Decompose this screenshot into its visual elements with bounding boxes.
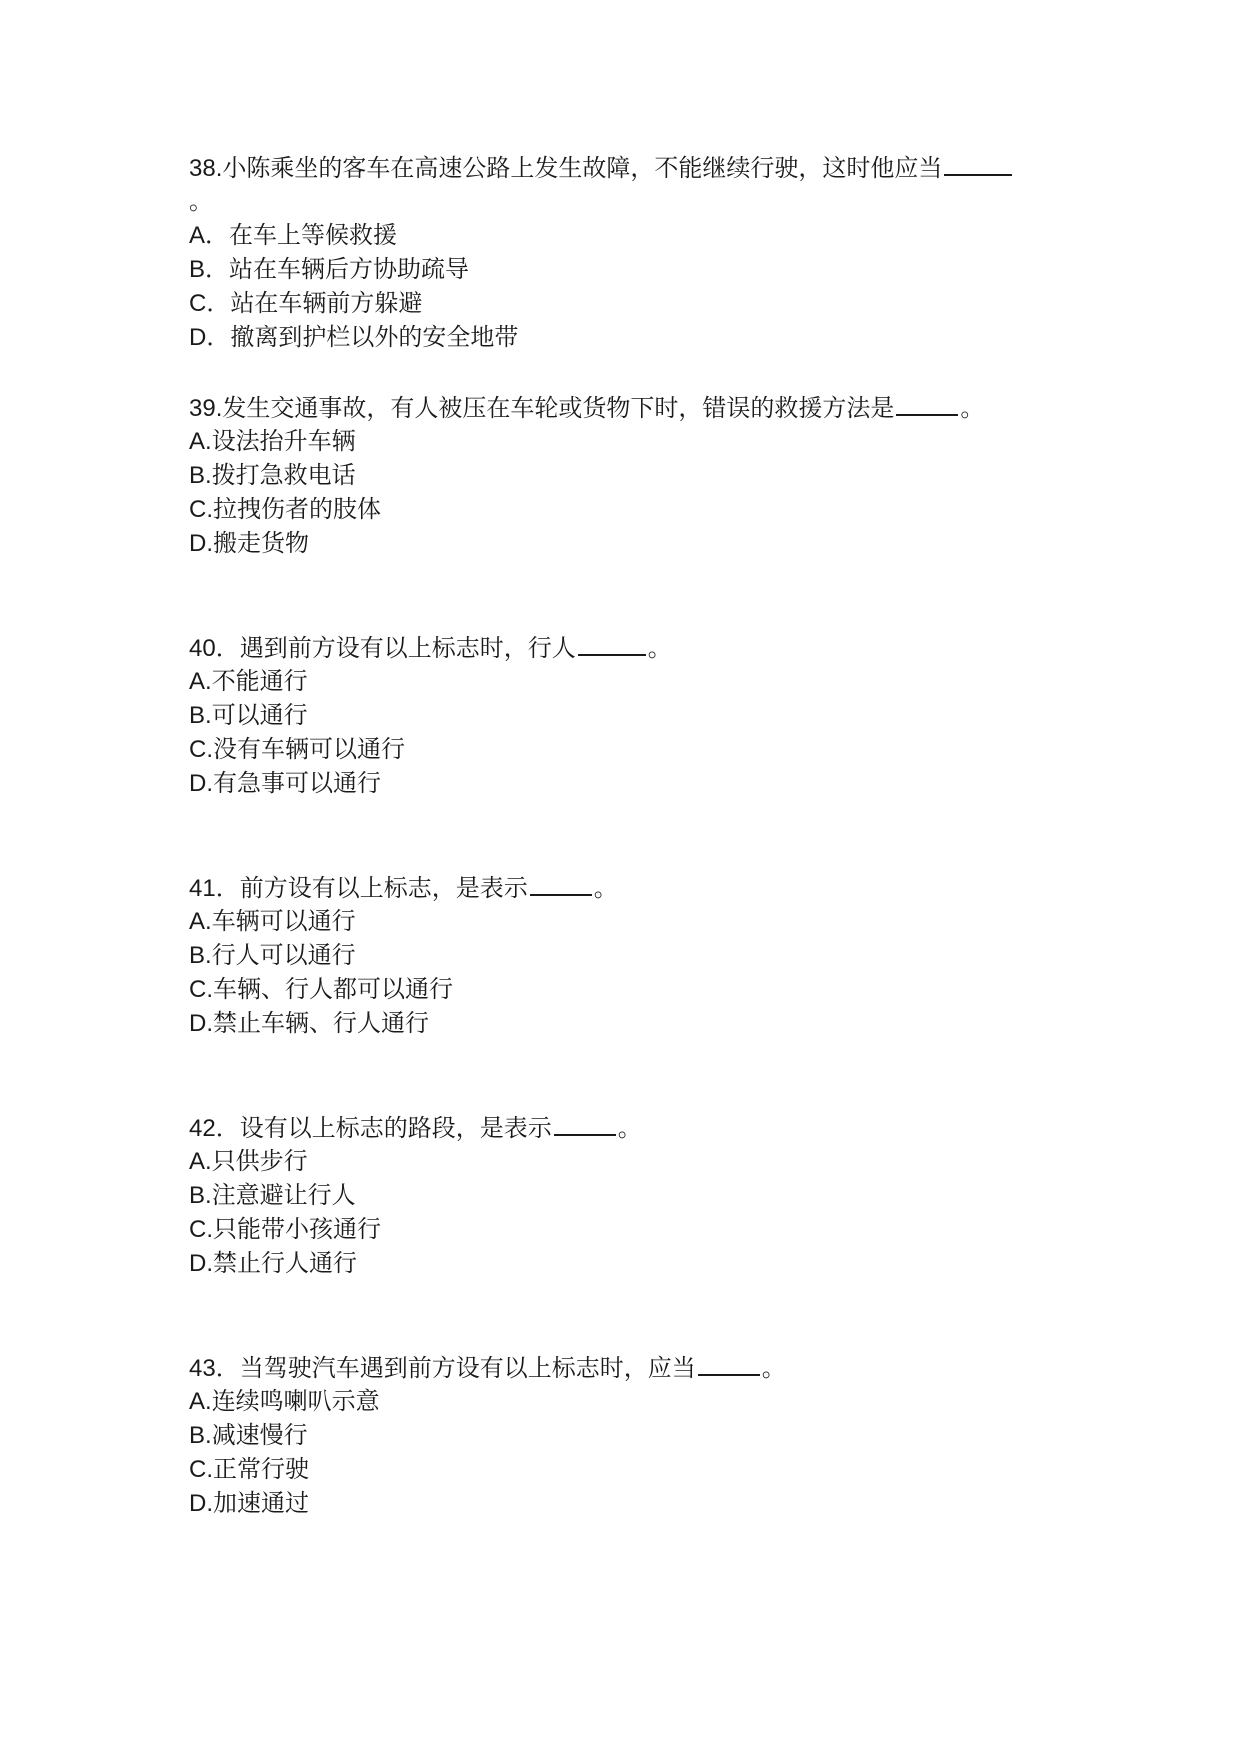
- question-continuation: 。: [189, 187, 213, 215]
- option-letter: C.: [189, 976, 213, 1003]
- option-a: [189, 664, 1089, 698]
- question-text-end: 。: [960, 394, 985, 422]
- option-letter: D.: [189, 1010, 213, 1037]
- option-d: [189, 526, 1089, 560]
- option-text: 车辆可以通行: [211, 907, 356, 935]
- question-number: 41．: [189, 875, 240, 902]
- option-letter: C．: [189, 290, 231, 317]
- option-text: 没有车辆可以通行: [213, 735, 405, 763]
- option-letter: D.: [189, 1250, 213, 1277]
- option-text: 连续鸣喇叭示意: [211, 1387, 380, 1415]
- option-letter: B.: [189, 1422, 212, 1449]
- question-number: 38.: [189, 155, 223, 182]
- question-42: [189, 1110, 1089, 1280]
- option-text: 禁止车辆、行人通行: [213, 1009, 429, 1037]
- option-text: 只供步行: [211, 1147, 308, 1175]
- option-letter: A．: [189, 222, 230, 249]
- option-a: [189, 1384, 1089, 1418]
- question-43: [189, 1350, 1089, 1520]
- question-text: 遇到前方设有以上标志时，行人: [239, 634, 576, 662]
- option-text: 站在车辆前方躲避: [230, 289, 423, 317]
- option-letter: C.: [189, 736, 213, 763]
- option-d: [189, 320, 1089, 354]
- option-text: 只能带小孩通行: [213, 1215, 381, 1243]
- option-letter: A.: [189, 668, 212, 695]
- option-b: [189, 252, 1089, 286]
- option-letter: C.: [189, 1456, 213, 1483]
- option-letter: B．: [189, 256, 230, 283]
- option-letter: D．: [189, 324, 231, 351]
- option-d: [189, 766, 1089, 800]
- option-letter: C.: [189, 1216, 213, 1243]
- option-letter: A.: [189, 908, 212, 935]
- question-stem: [189, 630, 1089, 664]
- option-letter: B.: [189, 942, 212, 969]
- option-letter: D.: [189, 530, 213, 557]
- option-text: 禁止行人通行: [213, 1249, 357, 1277]
- option-a: [189, 218, 1089, 252]
- question-stem: [189, 870, 1089, 904]
- answer-blank: [698, 1350, 760, 1376]
- question-text-end: 。: [761, 1354, 786, 1382]
- option-b: [189, 698, 1089, 732]
- question-text: 发生交通事故，有人被压在车轮或货物下时，错误的救援方法是: [222, 394, 895, 422]
- option-letter: B.: [189, 1182, 212, 1209]
- option-d: [189, 1246, 1089, 1280]
- answer-blank: [896, 390, 958, 416]
- option-c: [189, 492, 1089, 526]
- question-number: 43．: [189, 1355, 240, 1382]
- option-text: 设法抬升车辆: [211, 427, 356, 455]
- question-stem: [189, 150, 1089, 184]
- option-letter: B.: [189, 702, 212, 729]
- question-number: 39.: [189, 395, 223, 422]
- option-b: [189, 458, 1089, 492]
- option-letter: A.: [189, 428, 212, 455]
- question-number: 40．: [189, 635, 240, 662]
- option-c: [189, 286, 1089, 320]
- option-b: [189, 1178, 1089, 1212]
- option-text: 撤离到护栏以外的安全地带: [230, 323, 519, 351]
- option-text: 站在车辆后方协助疏导: [229, 255, 470, 283]
- option-a: [189, 904, 1089, 938]
- option-letter: C.: [189, 496, 213, 523]
- answer-blank: [554, 1110, 616, 1136]
- option-letter: D.: [189, 1490, 213, 1517]
- option-text: 减速慢行: [211, 1421, 308, 1449]
- question-text-end: 。: [647, 634, 672, 662]
- option-text: 搬走货物: [213, 529, 309, 557]
- question-41: [189, 870, 1089, 1040]
- option-a: [189, 424, 1089, 458]
- question-number: 42．: [189, 1115, 240, 1142]
- question-text: 前方设有以上标志，是表示: [239, 874, 528, 902]
- question-stem: [189, 390, 1089, 424]
- option-a: [189, 1144, 1089, 1178]
- option-letter: D.: [189, 770, 213, 797]
- option-text: 拉拽伤者的肢体: [213, 495, 381, 523]
- option-letter: B.: [189, 462, 212, 489]
- option-c: [189, 1452, 1089, 1486]
- option-d: [189, 1006, 1089, 1040]
- option-text: 正常行驶: [213, 1455, 309, 1483]
- answer-blank: [944, 150, 1012, 176]
- option-text: 有急事可以通行: [213, 769, 381, 797]
- question-39: [189, 390, 1089, 560]
- option-text: 在车上等候救援: [229, 221, 398, 249]
- question-text-end: 。: [617, 1114, 642, 1142]
- option-c: [189, 1212, 1089, 1246]
- question-text: 当驾驶汽车遇到前方设有以上标志时，应当: [239, 1354, 696, 1382]
- answer-blank: [578, 630, 646, 656]
- question-40: [189, 630, 1089, 800]
- option-letter: A.: [189, 1148, 212, 1175]
- option-letter: A.: [189, 1388, 212, 1415]
- option-text: 拨打急救电话: [211, 461, 356, 489]
- option-text: 行人可以通行: [211, 941, 356, 969]
- option-c: [189, 732, 1089, 766]
- question-stem: [189, 1110, 1089, 1144]
- option-text: 注意避让行人: [211, 1181, 356, 1209]
- option-d: [189, 1486, 1089, 1520]
- option-b: [189, 938, 1089, 972]
- option-text: 可以通行: [211, 701, 308, 729]
- answer-blank: [530, 870, 592, 896]
- option-c: [189, 972, 1089, 1006]
- question-38: [189, 150, 1089, 354]
- option-text: 不能通行: [211, 667, 308, 695]
- option-b: [189, 1418, 1089, 1452]
- question-stem: [189, 1350, 1089, 1384]
- question-text: 设有以上标志的路段，是表示: [239, 1114, 552, 1142]
- option-text: 加速通过: [213, 1489, 309, 1517]
- option-text: 车辆、行人都可以通行: [213, 975, 453, 1003]
- question-text: 小陈乘坐的客车在高速公路上发生故障，不能继续行驶，这时他应当: [222, 154, 943, 182]
- question-text-end: 。: [593, 874, 618, 902]
